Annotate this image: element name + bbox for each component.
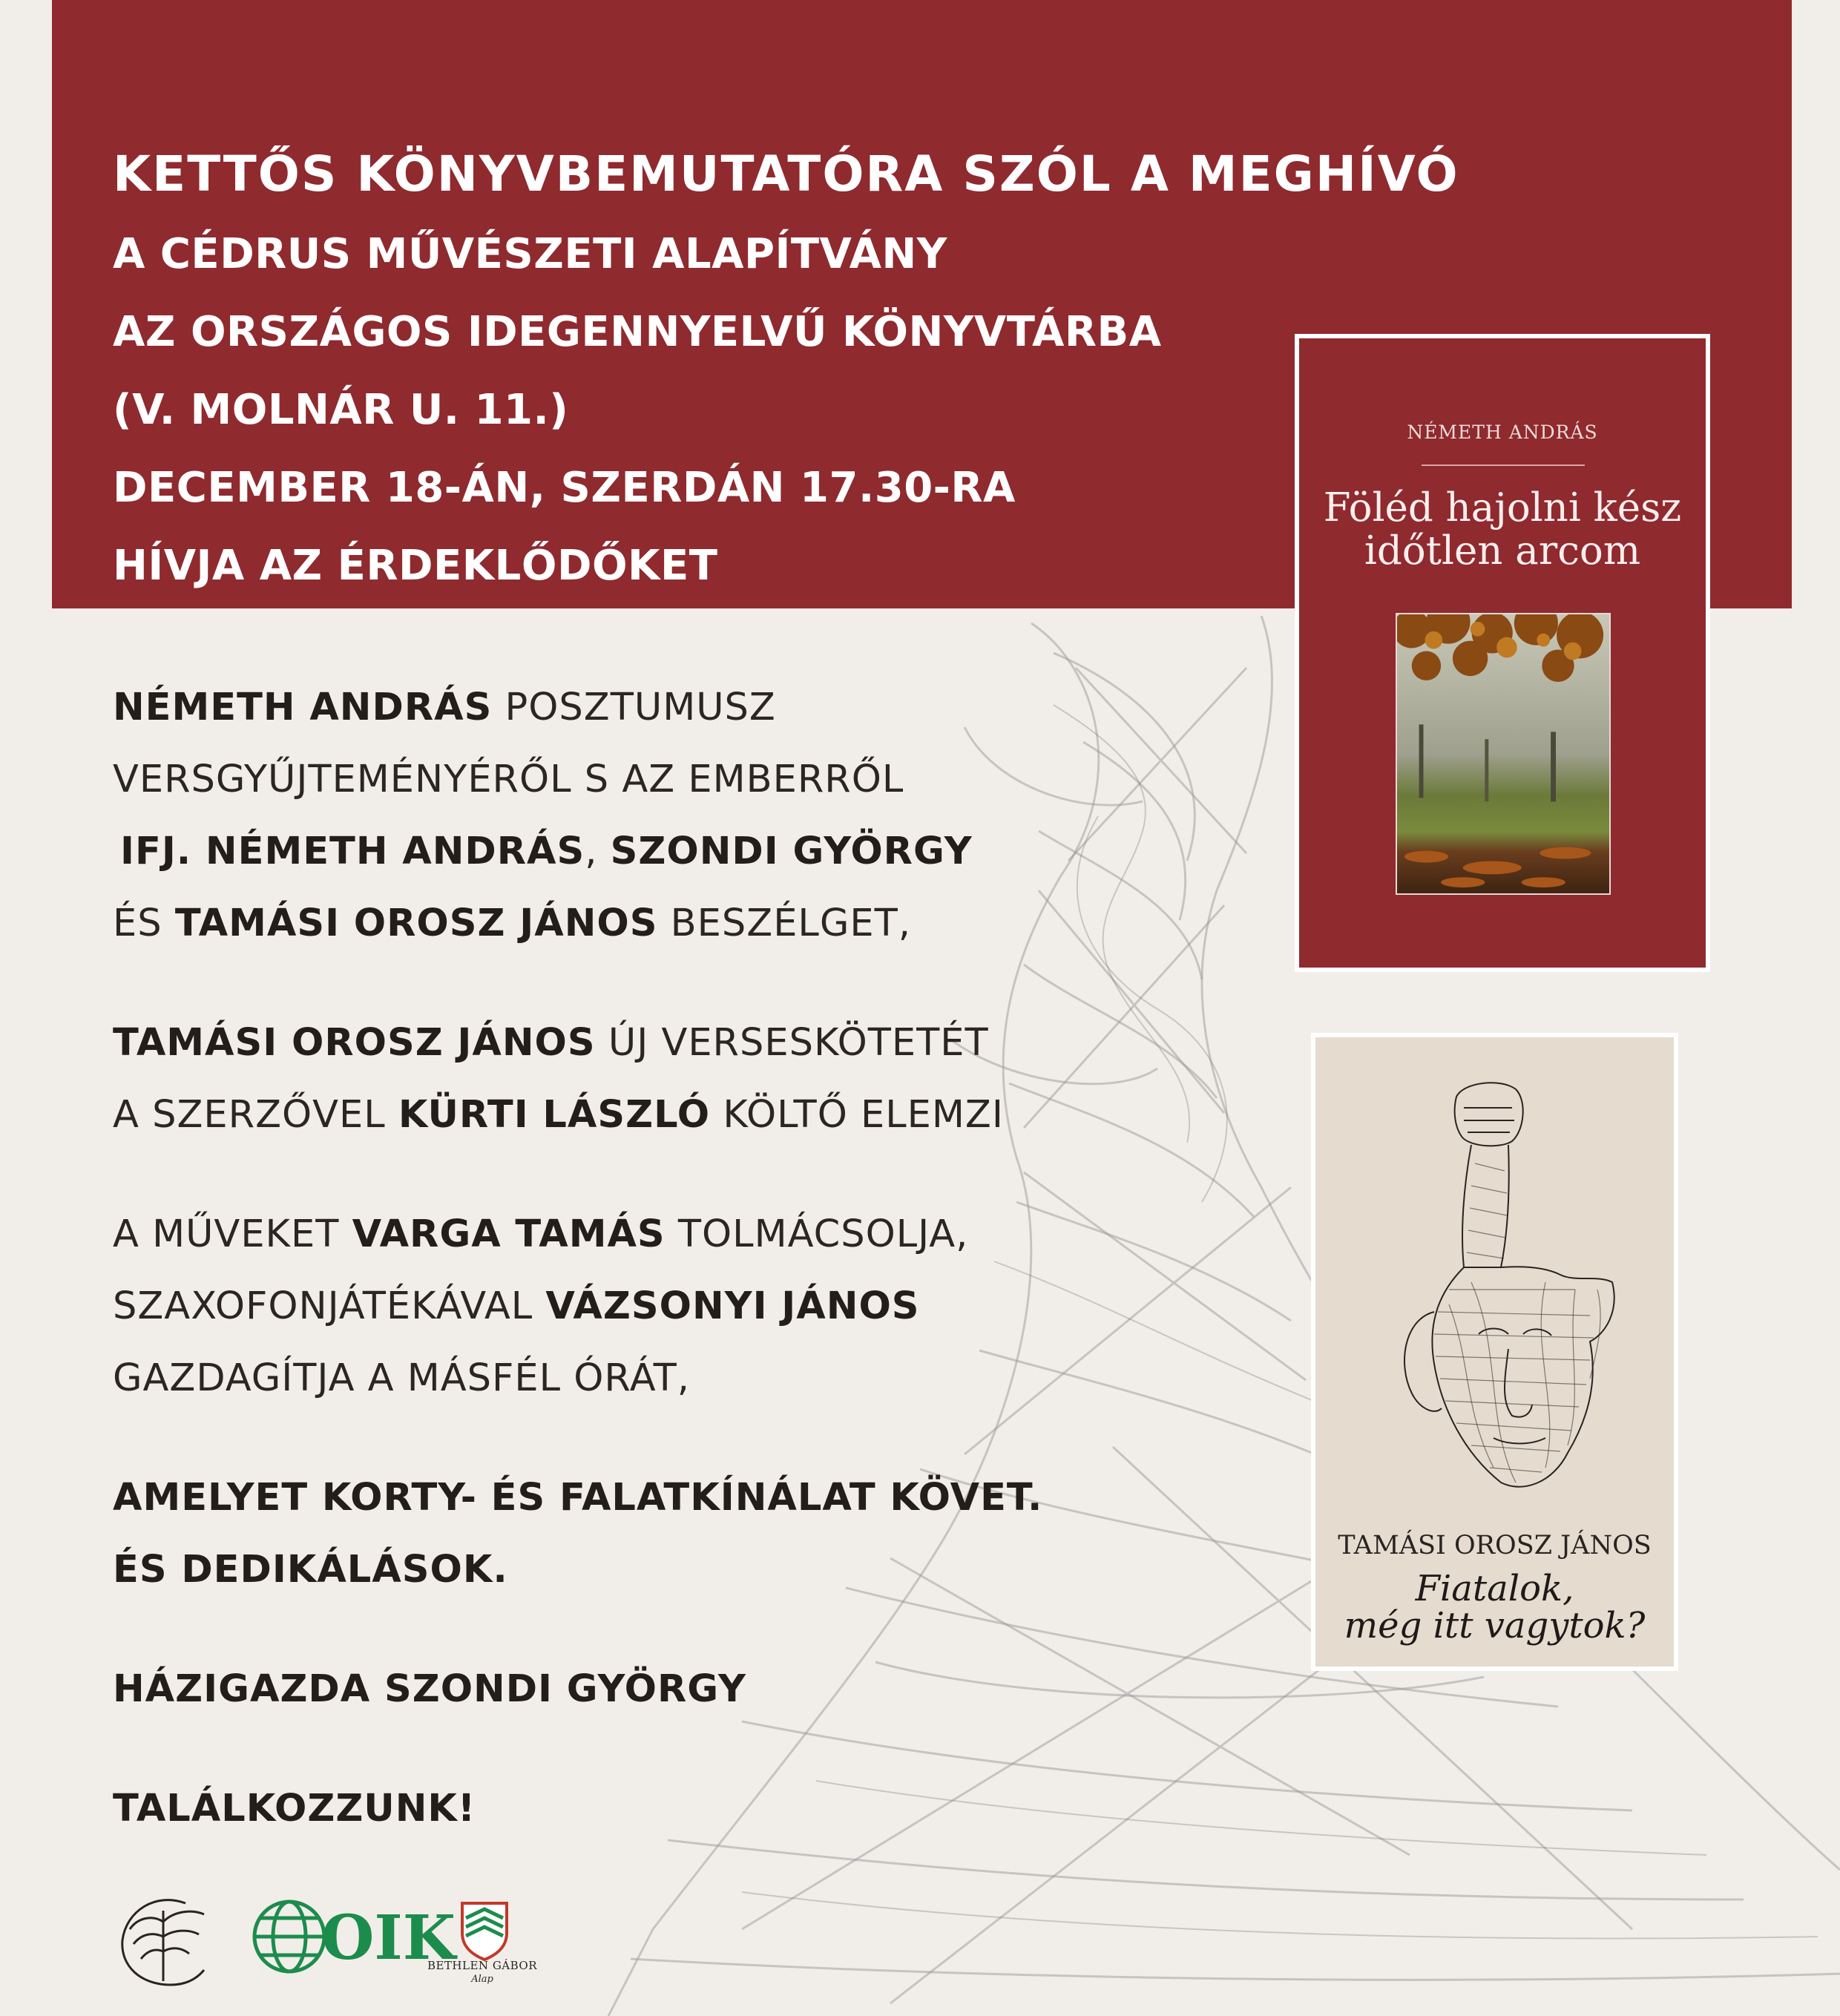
text-line bbox=[113, 1198, 1114, 1270]
oik-logo-text: OIK bbox=[321, 1902, 456, 1974]
name-varga-tamas: VARGA TAMÁS bbox=[352, 1212, 666, 1256]
heading-line-5: DECEMBER 18-ÁN, SZERDÁN 17.30-RA bbox=[113, 464, 1016, 512]
text-span: A MŰVEKET bbox=[113, 1212, 352, 1256]
bethlen-gabor-shield-logo bbox=[436, 1896, 533, 2007]
book-author: NÉMETH ANDRÁS bbox=[1407, 421, 1598, 443]
book-title-line-1: Föléd hajolni kész bbox=[1323, 485, 1682, 531]
cedrus-tree-logo bbox=[111, 1888, 215, 1992]
book-title-line-1: Fiatalok, bbox=[1415, 1568, 1574, 1609]
text-line bbox=[113, 1462, 1114, 1534]
book-title bbox=[1315, 1570, 1674, 1644]
name-tamasi-orosz-janos: TAMÁSI OROSZ JÁNOS bbox=[174, 902, 658, 945]
text-line bbox=[113, 887, 1114, 959]
paragraph-1 bbox=[113, 672, 1114, 959]
text-line bbox=[113, 1079, 1114, 1151]
text-line bbox=[113, 1342, 1114, 1414]
autumn-park-photo bbox=[1396, 613, 1611, 895]
text-line bbox=[113, 1270, 1114, 1342]
text-bold: ÉS DEDIKÁLÁSOK. bbox=[113, 1548, 508, 1592]
book-title bbox=[1299, 487, 1706, 573]
paragraph-6 bbox=[113, 1773, 1114, 1845]
text-span: TOLMÁCSOLJA, bbox=[665, 1212, 969, 1256]
heading-line-2: A CÉDRUS MŰVÉSZETI ALAPÍTVÁNY bbox=[113, 230, 947, 278]
book-cover-tamasi-orosz-janos bbox=[1311, 1033, 1678, 1671]
name-vazsonyi-janos: VÁZSONYI JÁNOS bbox=[545, 1284, 920, 1328]
paragraph-5 bbox=[113, 1653, 1114, 1725]
text-span: , bbox=[585, 830, 611, 873]
text-span: VERSGYŰJTEMÉNYÉRŐL S AZ EMBERRŐL bbox=[113, 758, 904, 801]
paragraph-3 bbox=[113, 1198, 1114, 1414]
book-cover-nemeth-andras bbox=[1295, 334, 1710, 972]
program-description bbox=[113, 672, 1114, 1892]
name-kurti-laszlo: KÜRTI LÁSZLÓ bbox=[398, 1093, 711, 1137]
name-tamasi-orosz-janos: TAMÁSI OROSZ JÁNOS bbox=[113, 1021, 596, 1065]
invitation-heading bbox=[113, 134, 1459, 605]
text-span: SZAXOFONJÁTÉKÁVAL bbox=[113, 1284, 546, 1328]
sketch-fist-face-illustration bbox=[1353, 1067, 1649, 1527]
text-span: POSZTUMUSZ bbox=[492, 686, 776, 729]
heading-line-6: HÍVJA AZ ÉRDEKLŐDŐKET bbox=[113, 542, 718, 590]
host-line: HÁZIGAZDA SZONDI GYÖRGY bbox=[113, 1667, 746, 1711]
heading-line-1: KETTŐS KÖNYVBEMUTATÓRA SZÓL A MEGHÍVÓ bbox=[113, 145, 1459, 203]
closing-line: TALÁLKOZZUNK! bbox=[113, 1787, 476, 1831]
divider bbox=[1422, 464, 1585, 466]
text-span: A SZERZŐVEL bbox=[113, 1093, 398, 1137]
name-nemeth-andras: NÉMETH ANDRÁS bbox=[113, 686, 493, 729]
text-span: ÉS bbox=[113, 902, 175, 945]
text-line bbox=[113, 815, 1114, 887]
text-span: KÖLTŐ ELEMZI bbox=[710, 1093, 1004, 1137]
text-span: ÚJ VERSESKÖTETÉT bbox=[595, 1021, 989, 1065]
paragraph-4 bbox=[113, 1462, 1114, 1606]
text-line bbox=[113, 743, 1114, 815]
text-span: BESZÉLGET, bbox=[657, 902, 911, 945]
text-line bbox=[113, 1534, 1114, 1606]
name-szondi-gyorgy: SZONDI GYÖRGY bbox=[610, 830, 973, 873]
heading-line-4: (V. MOLNÁR U. 11.) bbox=[113, 386, 569, 434]
text-span: GAZDAGÍTJA A MÁSFÉL ÓRÁT, bbox=[113, 1356, 691, 1400]
text-line bbox=[113, 1007, 1114, 1079]
text-bold: AMELYET KORTY- ÉS FALATKÍNÁLAT KÖVET. bbox=[113, 1476, 1043, 1520]
paragraph-2 bbox=[113, 1007, 1114, 1151]
bethlen-gabor-logo-subtext: Alap bbox=[471, 1974, 493, 1985]
book-title-line-2: még itt vagytok? bbox=[1344, 1605, 1646, 1646]
name-ifj-nemeth-andras: IFJ. NÉMETH ANDRÁS bbox=[120, 830, 585, 873]
text-line bbox=[113, 1773, 1114, 1845]
heading-line-3: AZ ORSZÁGOS IDEGENNYELVŰ KÖNYVTÁRBA bbox=[113, 308, 1162, 356]
text-line bbox=[113, 1653, 1114, 1725]
book-author: TAMÁSI OROSZ JÁNOS bbox=[1338, 1531, 1652, 1560]
text-line bbox=[113, 672, 1114, 743]
book-title-line-2: időtlen arcom bbox=[1364, 528, 1641, 574]
bethlen-gabor-logo-text: BETHLEN GÁBOR bbox=[427, 1959, 538, 1972]
